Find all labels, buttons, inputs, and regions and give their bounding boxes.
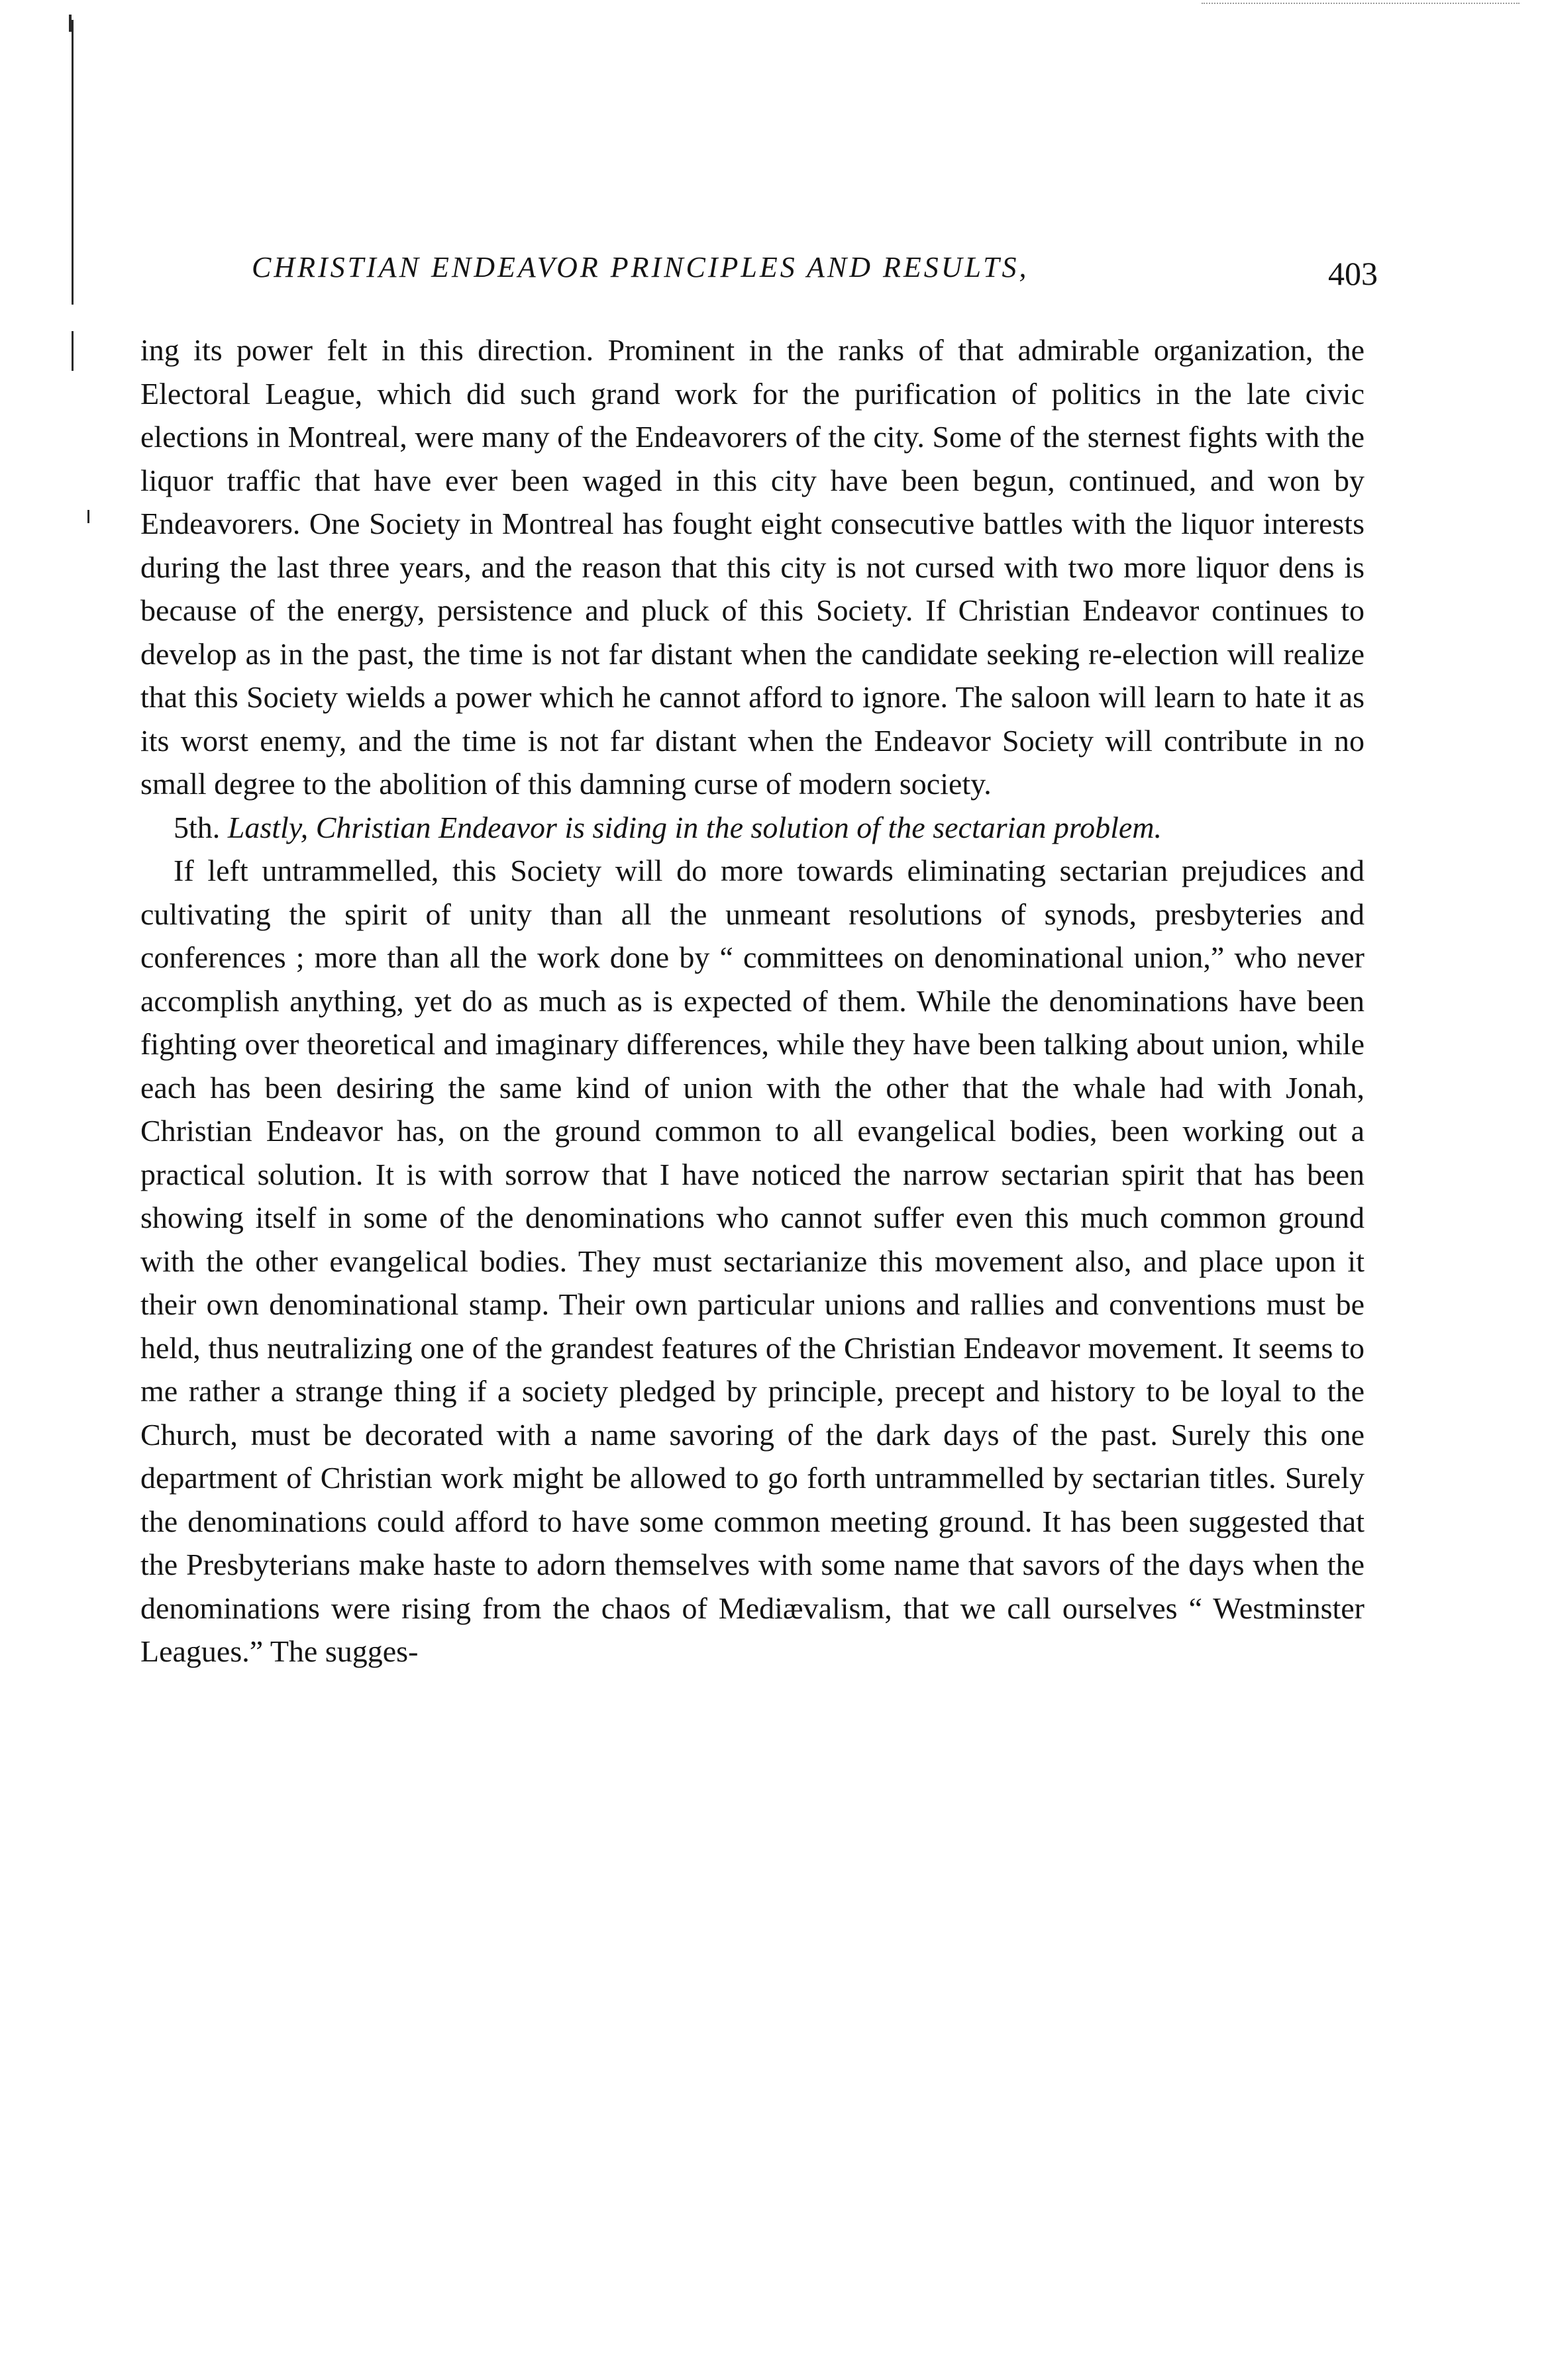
page-header — [252, 250, 1378, 303]
paragraph: If left untrammelled, this Society will do more towards eliminating sectarian prejudices and cultivating the spirit of unity than all the unmeant resolutions of synods, presbyteries and conferences ; more than all the work done by “ committees on denominational union,” who never accomplish anything, yet do as much as is expected of them. While the denominations have been fighting over theoretical and imaginary differences, while they have been talking about union, while each has been desiring the same kind of union with the other that the whale had with Jonah, Christian Endeavor has, on the ground common to all evangelical bodies, been working out a practical solution. It is with sorrow that I have noticed the narrow sectarian spirit that has been showing itself in some of the denominations who cannot suffer even this much common ground with the other evangelical bodies. They must sectarianize this movement also, and place upon it their own denominational stamp. Their own particular unions and rallies and conventions must be held, thus neutralizing one of the grandest features of the Christian Endeavor movement. It seems to me rather a strange thing if a society pledged by principle, precept and history to be loyal to the Church, must be decorated with a name savoring of the dark days of the past. Surely this one department of Christian work might be allowed to go forth untrammelled by sectarian titles. Surely the denominations could afford to have some common meeting ground. It has been suggested that the Presbyterians make haste to adorn themselves with some name that savors of the days when the denominations were rising from the chaos of Mediævalism, that we call ourselves “ Westminster Leagues.” The sugges- — [140, 854, 1365, 1668]
scan-artifact-tick — [87, 510, 89, 523]
scan-artifact-margin-line — [72, 20, 74, 305]
section-heading — [140, 806, 1365, 850]
text-body — [140, 328, 1365, 1673]
scan-artifact-margin-line-lower — [72, 331, 74, 371]
section-title: Lastly, Christian Endeavor is siding in the solution of the sectarian problem. — [227, 810, 1162, 844]
page-number: 403 — [1328, 255, 1378, 292]
scan-artifact-tick — [69, 15, 72, 32]
section-number: 5th. — [174, 810, 221, 844]
running-title: CHRISTIAN ENDEAVOR PRINCIPLES AND RESULTS, — [252, 251, 1029, 283]
paragraph: ing its power felt in this direction. Prominent in the ranks of that admirable organization, the Electoral League, which did such grand work for the purification of politics in the late civic elections in Montreal, were many of the Endeavorers of the city. Some of the sternest fights with the liquor traffic that have ever been waged in this city have been begun, continued, and won by Endeavorers. One Society in Montreal has fought eight consecutive battles with the liquor interests during the last three years, and the reason that this city is not cursed with two more liquor dens is because of the energy, persistence and pluck of this Society. If Christian Endeavor continues to develop as in the past, the time is not far distant when the candidate seeking re-election will realize that this Society wields a power which he cannot afford to ignore. The saloon will learn to hate it as its worst enemy, and the time is not far distant when the Endeavor Society will contribute in no small degree to the abolition of this damning curse of modern society. — [140, 333, 1365, 801]
scan-artifact-top — [1202, 3, 1520, 8]
